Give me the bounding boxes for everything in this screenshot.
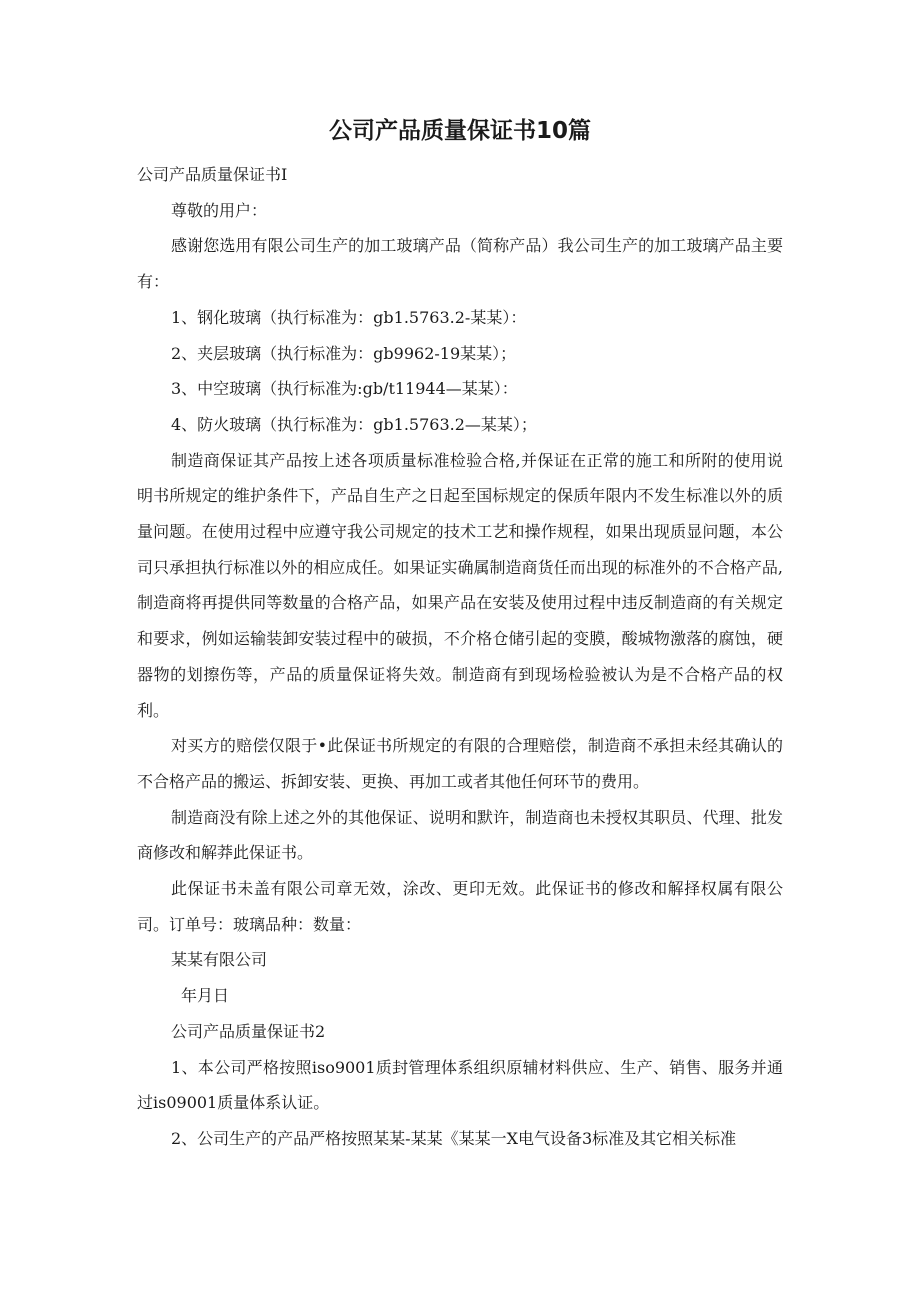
salutation: 尊敬的用户： bbox=[171, 200, 268, 220]
body-paragraph: 感谢您选用有限公司生产的加工玻璃产品（简称产品）我公司生产的加工玻璃产品主要有： bbox=[137, 236, 783, 292]
list-item: 2、公司生产的产品严格按照某某-某某《某某一X电气设备3标准及其它相关标准 bbox=[171, 1128, 737, 1148]
section-heading-1: 公司产品质量保证书I bbox=[137, 165, 288, 184]
body-paragraph: 此保证书未盖有限公司章无效，涂改、更印无效。此保证书的修改和解择权属有限公司。订单号：玻璃品种：数量： bbox=[137, 879, 783, 934]
document-body bbox=[137, 157, 783, 1157]
list-item: 3、中空玻璃（执行标准为:gb/t11944—某某）： bbox=[171, 379, 518, 399]
body-paragraph: 对买方的赔偿仅限于•此保证书所规定的有限的合理赔偿，制造商不承担未经其确认的不合格产品的搬运、拆卸安装、更换、再加工或者其他任何环节的费用。 bbox=[137, 736, 783, 791]
company-signature: 某某有限公司 bbox=[171, 950, 268, 970]
date-line: 年月日 bbox=[181, 986, 230, 1006]
section-heading-2: 公司产品质量保证书2 bbox=[171, 1021, 326, 1041]
body-paragraph: 制造商没有除上述之外的其他保证、说明和默许，制造商也未授权其职员、代理、批发商修改和解莽此保证书。 bbox=[137, 807, 783, 863]
list-item: 2、夹层玻璃（执行标准为：gb9962-19某某）； bbox=[171, 343, 517, 363]
list-item: 1、钢化玻璃（执行标准为：gb1.5763.2-某某）： bbox=[171, 307, 527, 327]
document-title: 公司产品质量保证书10篇 bbox=[328, 118, 591, 144]
list-item: 1、本公司严格按照iso9001质封管理体系组织原辅材料供应、生产、销售、服务并通过is09001质量体系认证。 bbox=[137, 1057, 783, 1113]
body-paragraph: 制造商保证其产品按上述各项质量标准检验合格,并保证在正常的施工和所附的使用说明书所规定的维护条件下，产品自生产之日起至国标规定的保质年限内不发生标准以外的质量问题。在使用过程中应遵守我公司规定的技术工艺和操作规程，如果出现质显问题，本公司只承担执行标准以外的相应成任。如果证实确属制造商货任而出现的标准外的不合格产品,制造商将再提供同等数量的合格产品，如果产品在安装及使用过程中违反制造商的有关规定和要求，例如运输装卸安装过程中的破损，不介格仓储引起的变膜，酸城物激落的腐蚀，硬器物的划擦伤等，产品的质量保证将失效。制造商有到现场检验被认为是不合格产品的权利。 bbox=[137, 450, 783, 720]
list-item: 4、防火玻璃（执行标准为：gb1.5763.2—某某）； bbox=[171, 414, 537, 434]
